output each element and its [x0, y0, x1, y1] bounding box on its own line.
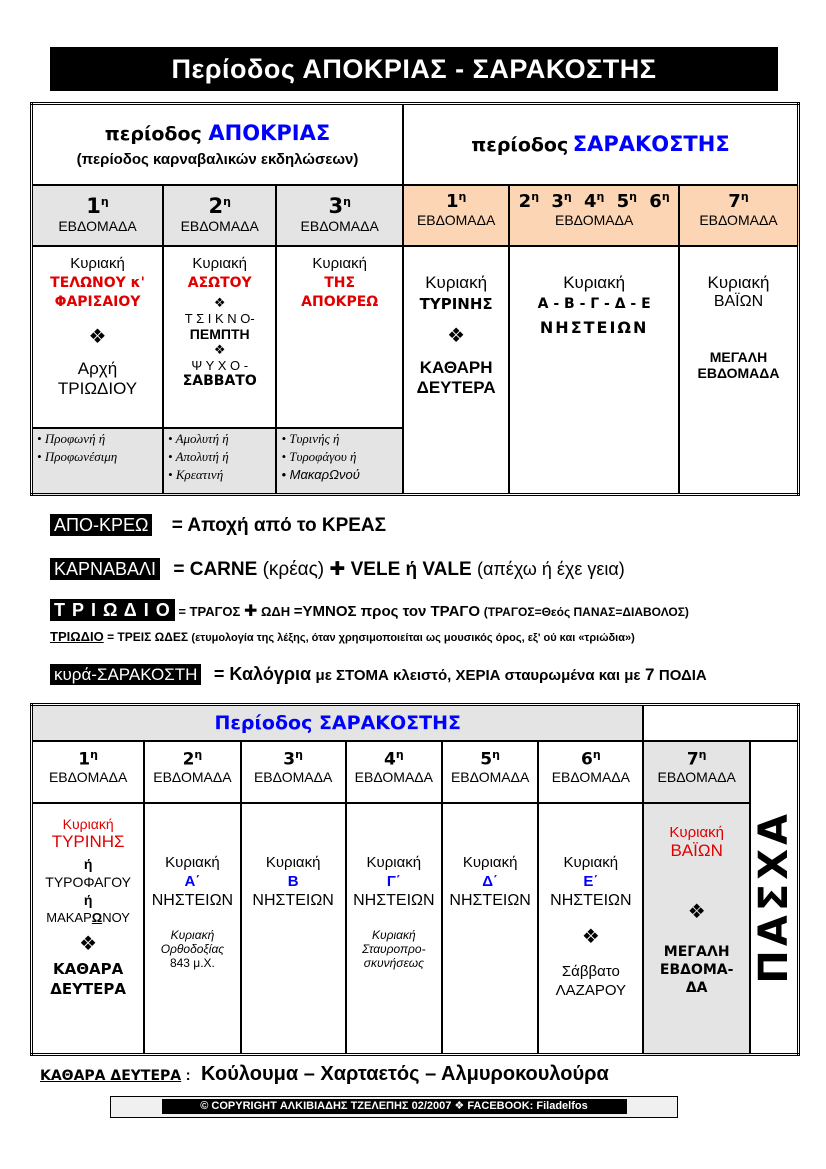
week-cell-b7: $7^\eta$ ΕΒΔΟΜΑΔΑ	[679, 185, 799, 246]
bottom-week-5: $5^\eta$ ΕΒΔΟΜΑΔΑ	[442, 741, 538, 803]
bottom-week-1: $1^\eta$ ΕΒΔΟΜΑΔΑ	[32, 741, 145, 803]
bottom-week-7: $7^\eta$ ΕΒΔΟΜΑΔΑ	[643, 741, 750, 803]
bottom-week-6: $6^\eta$ ΕΒΔΟΜΑΔΑ	[538, 741, 643, 803]
pasxa-text: ΠΑΣΧΑ	[750, 810, 797, 985]
vaion-cell: Κυριακή ΒΑΪΩΝ ΜΕΓΑΛΗ ΕΒΔΟΜΑΔΑ	[679, 246, 799, 495]
g-nisteion-cell: Κυριακή Γ΄ ΝΗΣΤΕΙΩΝ Κυριακή Σταυροπρο- σκυνήσεως	[346, 803, 442, 1055]
week-number: 1	[445, 190, 459, 212]
apokries-sarakosti-table	[30, 102, 800, 496]
bottom-title: Περίοδος ΣΑΡΑΚΟΣΤΗΣ	[214, 711, 461, 734]
notes-week1: • Προφωνή ή • Προφωνέσιμη	[32, 428, 164, 494]
sarakosti-header	[403, 104, 799, 185]
week-number: 3	[328, 193, 344, 218]
diamond-icon: ❖	[79, 932, 98, 955]
week-cell-a3: $3^\eta$ ΕΒΔΟΜΑΔΑ	[276, 185, 402, 246]
week-number: 1	[86, 193, 101, 218]
diamond-icon: ❖	[88, 325, 107, 348]
copyright-box	[110, 1096, 678, 1118]
a-nisteion-cell: Κυριακή Α΄ ΝΗΣΤΕΙΩΝ Κυριακή Ορθοδοξίας 843 μ.Χ.	[144, 803, 240, 1055]
bottom-week-4: $4^\eta$ ΕΒΔΟΜΑΔΑ	[346, 741, 442, 803]
diamond-icon: ❖	[213, 294, 226, 310]
apokries-name: ΑΠΟΚΡΙΑΣ	[208, 120, 331, 145]
diamond-icon: ❖	[581, 925, 600, 948]
week-label: ΕΒΔΟΜΑΔΑ	[416, 211, 496, 228]
pasxa-cell	[750, 741, 799, 1055]
plus-icon: ✚	[243, 603, 258, 620]
week-label: ΕΒΔΟΜΑΔΑ	[699, 211, 778, 228]
apokries-subtitle: (περίοδος καρναβαλικών εκδηλώσεων)	[76, 150, 359, 168]
def-apokreo: ΑΠΟ-ΚΡΕΩ = Αποχή από το ΚΡΕΑΣ	[50, 515, 386, 537]
nisteion-cell: Κυριακή Α - Β - Γ - Δ - Ε ΝΗΣΤΕΙΩΝ	[509, 246, 679, 495]
def-treis-odes: ΤΡΙΩΔΙΟ = ΤΡΕΙΣ ΩΔΕΣ (ετυμολογία της λέξης, όταν χρησιμοποιείται ως μουσικός όρος, εξ' ού και «τριώδια»)	[50, 629, 635, 644]
week-cell-b1: $1^\eta$ ΕΒΔΟΜΑΔΑ	[403, 185, 509, 246]
sarakosti-name: ΣΑΡΑΚΟΣΤΗΣ	[572, 132, 730, 157]
week-label: ΕΒΔΟΜΑΔΑ	[555, 211, 634, 228]
diamond-icon: ❖	[213, 341, 226, 357]
bottom-week-2: $2^\eta$ ΕΒΔΟΜΑΔΑ	[144, 741, 240, 803]
telonou-cell: Κυριακή ΤΕΛΩΝΟΥ κ' ΦΑΡΙΣΑΙΟΥ ❖ Αρχή ΤΡΙΩΔΙΟΥ	[32, 246, 164, 429]
bottom-title-cell	[32, 705, 644, 741]
plus-icon: ✚	[329, 559, 346, 580]
asotou-cell: Κυριακή ΑΣΩΤΟΥ ❖ Τ Σ Ι Κ Ν Ο- ΠΕΜΠΤΗ ❖ Ψ Υ Χ Ο - ΣΑΒΒΑΤΟ	[163, 246, 276, 429]
def-triodio: Τ Ρ Ι Ω Δ Ι Ο = ΤΡΑΓΟΣ ✚ ΩΔΗ =ΥΜΝΟΣ προς τον ΤΡΑΓΟ (ΤΡΑΓΟΣ=Θεός ΠΑΝΑΣ=ΔΙΑΒΟΛΟΣ)	[50, 600, 689, 621]
d-nisteion-cell: Κυριακή Δ΄ ΝΗΣΤΕΙΩΝ	[442, 803, 538, 1055]
copyright-text: © COPYRIGHT ΑΛΚΙΒΙΑΔΗΣ ΤΖΕΛΕΠΗΣ 02/2007 ❖ FACEBOOK: Filadelfos	[162, 1099, 627, 1114]
bottom-week-3: $3^\eta$ ΕΒΔΟΜΑΔΑ	[241, 741, 346, 803]
sarakosti-weeks-table	[30, 703, 800, 1056]
notes-week2: • Αμολυτή ή • Απολυτή ή • Κρεατινή	[163, 428, 276, 494]
vaion-bottom-cell: Κυριακή ΒΑΪΩΝ ❖ ΜΕΓΑΛΗ ΕΒΔΟΜΑ- ΔΑ	[643, 803, 750, 1055]
notes-week3: • Τυρινής ή • Τυροφάγου ή • ΜακαρΩνού	[276, 428, 402, 494]
e-nisteion-cell: Κυριακή Ε΄ ΝΗΣΤΕΙΩΝ ❖ Σάββατο ΛΑΖΑΡΟΥ	[538, 803, 643, 1055]
week-cell-a1: $1^\eta$ ΕΒΔΟΜΑΔΑ	[32, 185, 164, 246]
week-number: 2	[208, 193, 224, 218]
def-kyra-sarakosti: κυρά-ΣΑΡΑΚΟΣΤΗ = Καλόγρια με ΣΤΟΜΑ κλειστό, ΧΕΡΙΑ σταυρωμένα και με 7 ΠΟΔΙΑ	[50, 664, 707, 685]
apokreo-cell: Κυριακή ΤΗΣ ΑΠΟΚΡΕΩ	[276, 246, 402, 429]
tyrinis-bottom-cell: Κυριακή ΤΥΡΙΝΗΣ ή ΤΥΡΟΦΑΓΟΥ ή ΜΑΚΑΡΩΝΟΥ ❖ ΚΑΘΑΡΑ ΔΕΥΤΕΡΑ	[32, 803, 145, 1055]
week-cell-a2: $2^\eta$ ΕΒΔΟΜΑΔΑ	[163, 185, 276, 246]
blank-cell	[643, 705, 798, 741]
tyrinis-cell: Κυριακή ΤΥΡΙΝΗΣ ❖ ΚΑΘΑΡΗ ΔΕΥΤΕΡΑ	[403, 246, 509, 495]
apokries-header	[32, 104, 403, 185]
diamond-icon: ❖	[687, 900, 706, 923]
kathara-deftera-line: ΚΑΘΑΡΑ ΔΕΥΤΕΡΑ : Κούλουμα – Χαρταετός – Αλμυροκουλούρα	[40, 1063, 609, 1085]
week-label: ΕΒΔΟΜΑΔΑ	[300, 217, 379, 234]
def-karnavali: ΚΑΡΝΑΒΑΛΙ = CARNE (κρέας) ✚ VELE ή VALE (απέχω ή έχε γεια)	[50, 558, 625, 581]
week-number: 7	[728, 190, 741, 212]
week-label: ΕΒΔΟΜΑΔΑ	[180, 217, 259, 234]
apokries-word: περίοδος	[104, 122, 202, 145]
sarakosti-word: περίοδος	[471, 134, 569, 157]
page-title: Περίοδος ΑΠΟΚΡΙΑΣ - ΣΑΡΑΚΟΣΤΗΣ	[50, 47, 778, 91]
diamond-icon: ❖	[447, 324, 466, 347]
b-nisteion-cell: Κυριακή Β ΝΗΣΤΕΙΩΝ	[241, 803, 346, 1055]
week-cell-b2-6: $2^\eta$ $3^\eta$ $4^\eta$ $5^\eta$ $6^\eta$ ΕΒΔΟΜΑΔΑ	[509, 185, 679, 246]
week-label: ΕΒΔΟΜΑΔΑ	[58, 217, 137, 234]
